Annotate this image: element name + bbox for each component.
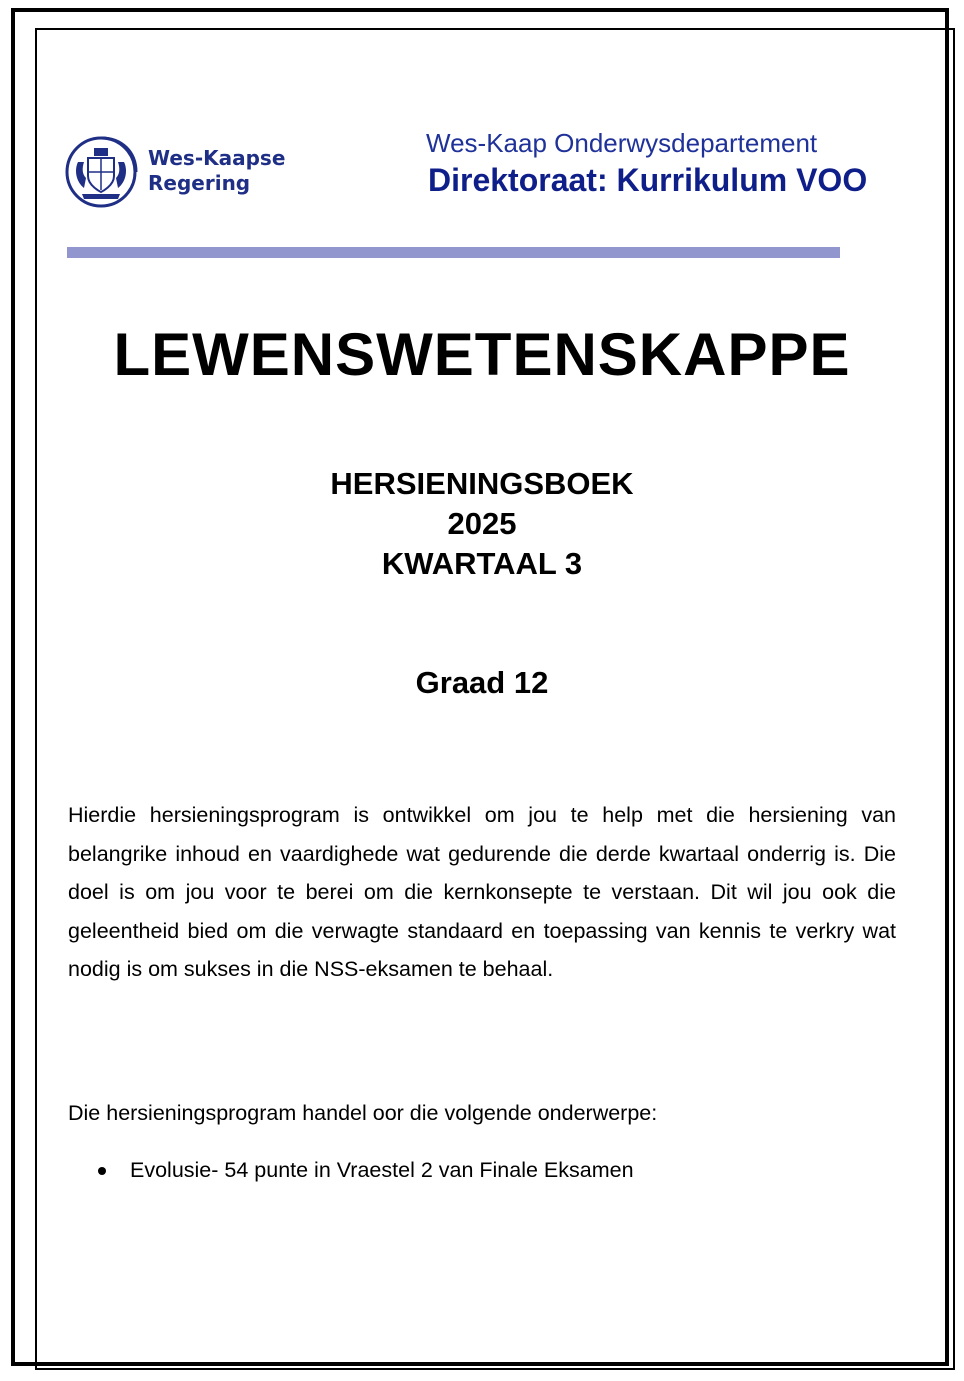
- logo-text-line1: Wes-Kaapse: [148, 146, 286, 170]
- western-cape-government-logo: [64, 132, 304, 212]
- directorate-name: Direktoraat: Kurrikulum VOO: [428, 162, 868, 198]
- header-divider: [67, 247, 840, 258]
- intro-paragraph: Hierdie hersieningsprogram is ontwikkel om jou te help met die hersiening van belangrike inhoud en vaardighede wat gedurende die derde kwartaal onderrig is. Die doel is om jou voor te berei om die kernkonsepte te verstaan. Dit wil jou ook die geleentheid bied om die verwagte standaard en toepassing van kennis te verkry wat nodig is om sukses in die NSS-eksamen te behaal.: [68, 803, 896, 982]
- subtitle-year: 2025: [447, 506, 517, 541]
- bullet-icon: [98, 1167, 106, 1175]
- topics-intro: Die hersieningsprogram handel oor die volgende onderwerpe:: [68, 1101, 658, 1125]
- subtitle-line1: HERSIENINGSBOEK: [330, 466, 634, 501]
- list-item: [96, 1158, 634, 1183]
- topic-text: Evolusie- 54 punte in Vraestel 2 van Finale Eksamen: [130, 1158, 634, 1182]
- topic-list: [96, 1158, 634, 1183]
- logo-text-line2: Regering: [148, 171, 251, 195]
- department-name: Wes-Kaap Onderwysdepartement: [426, 128, 818, 158]
- logo-wordmark: [148, 146, 285, 196]
- grade-label: Graad 12: [415, 665, 549, 700]
- subtitle-term: KWARTAAL 3: [381, 546, 583, 581]
- page-title: LEWENSWETENSKAPPE: [113, 321, 851, 388]
- coat-of-arms-icon: [64, 132, 140, 212]
